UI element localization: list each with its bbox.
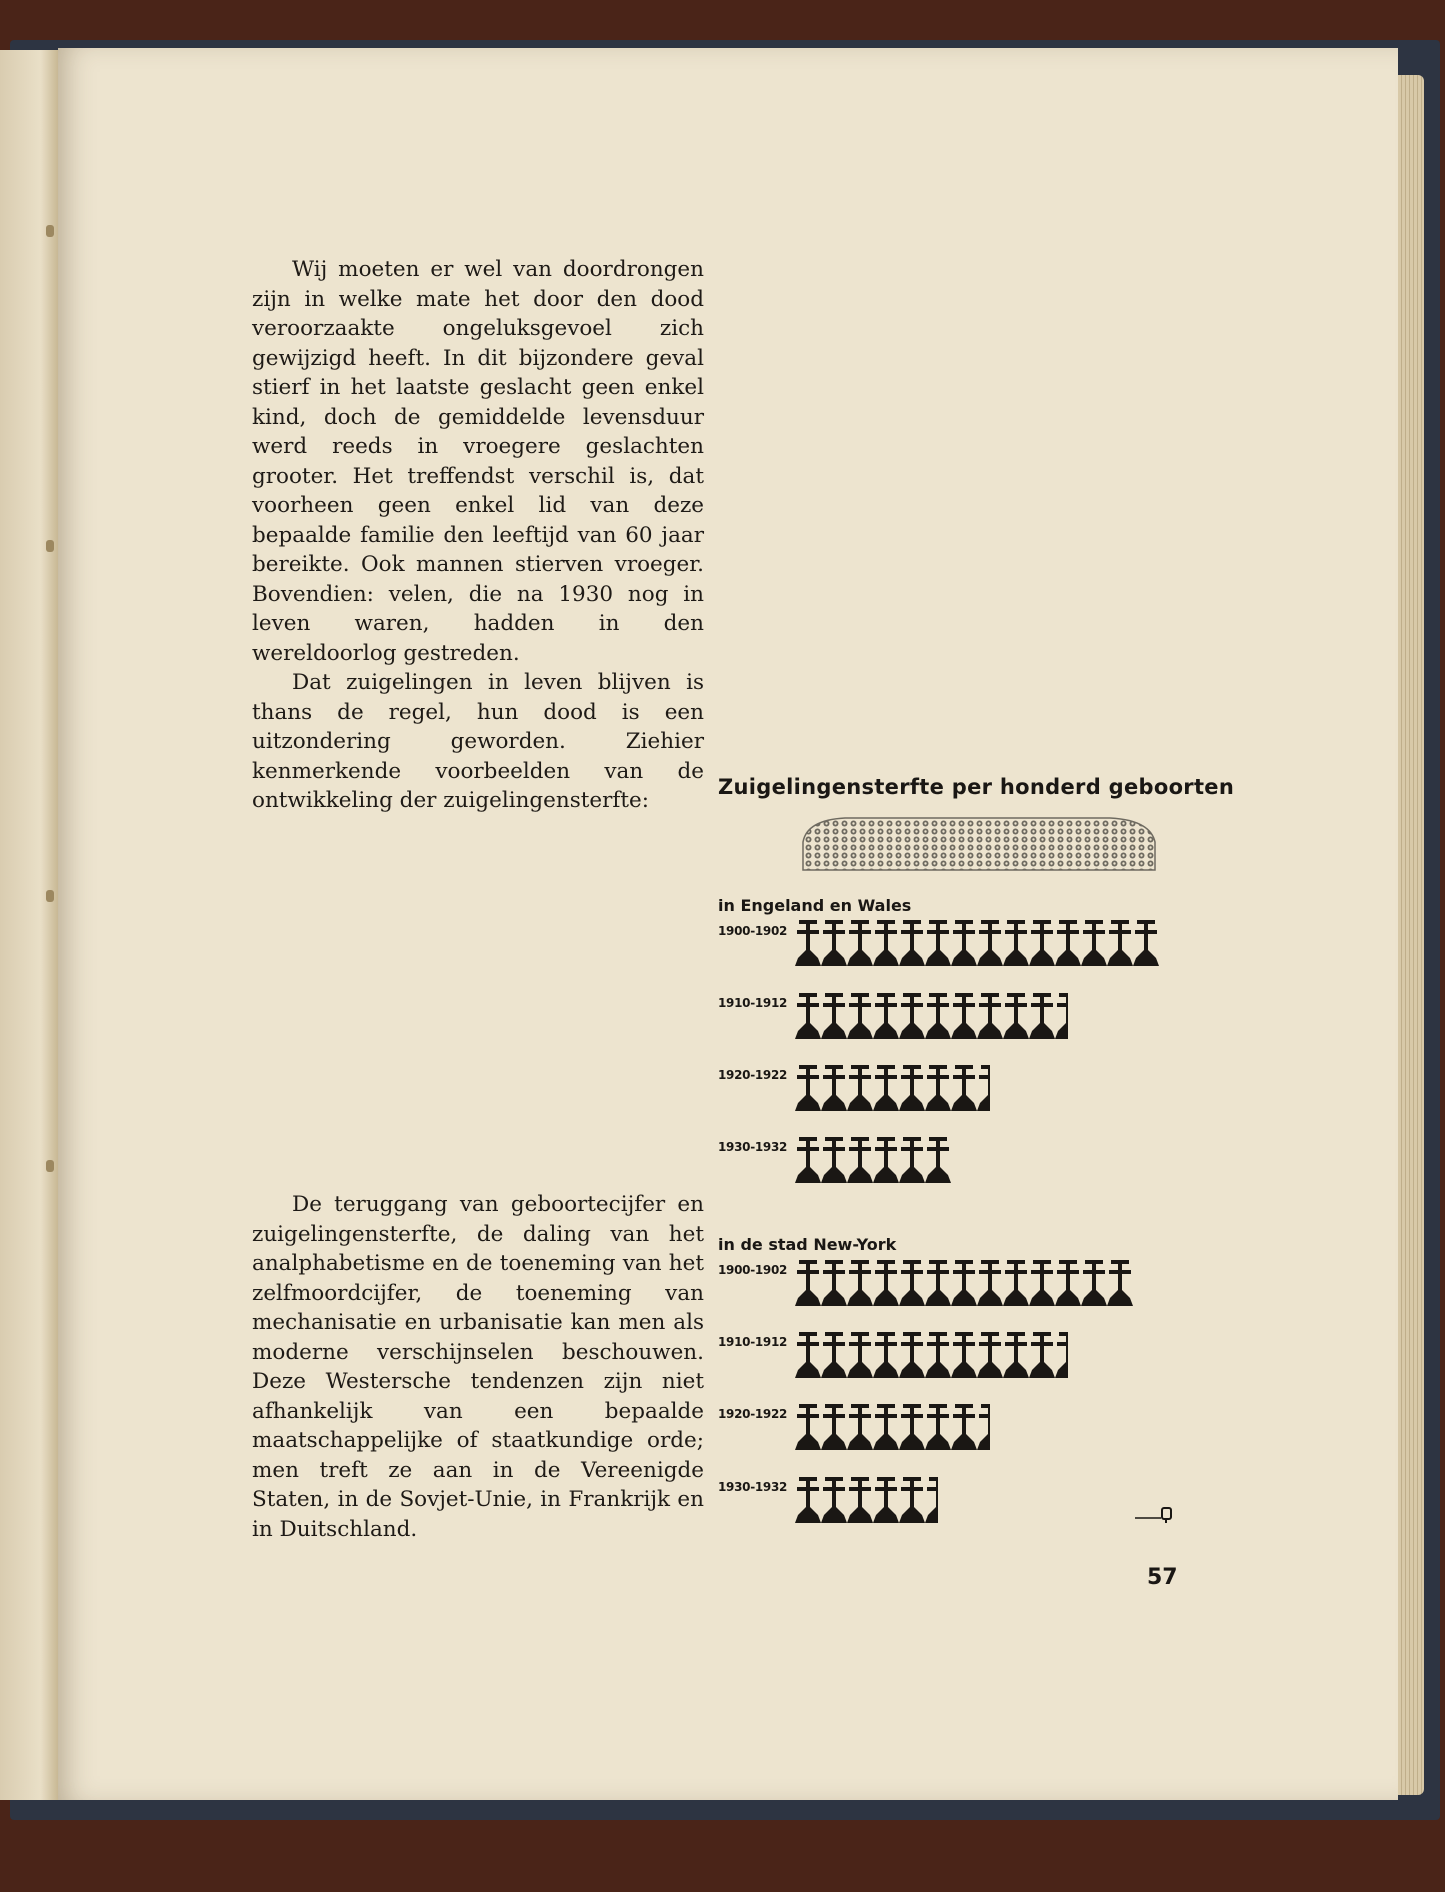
- mortality-cross-mark: [873, 1332, 899, 1378]
- mortality-cross-mark: [847, 1260, 873, 1306]
- bar-row: [795, 993, 1215, 1043]
- mortality-cross-mark: [873, 920, 899, 966]
- mortality-cross-mark: [821, 1065, 847, 1111]
- mortality-cross-mark: [873, 1260, 899, 1306]
- births-pictogram: [795, 812, 1160, 872]
- bar-row: [795, 1137, 1215, 1187]
- previous-page-edge: [0, 50, 58, 1800]
- mortality-cross-mark: [899, 1137, 925, 1183]
- mortality-cross-mark: [795, 1477, 821, 1523]
- mortality-cross-mark: [977, 993, 1003, 1039]
- period-label: 1930-1932: [718, 1140, 788, 1154]
- paragraph-1: Wij moeten er wel van doordrongen zijn in welke mate het door den dood veroorzaakte ongeluksgevoel zich gewijzigd heeft. In dit bijzondere geval stierf in het laatste geslacht geen enkel kind, doch de gemiddelde levensduur werd reeds in vroegere geslachten grooter. Het treffendst verschil is, dat voorheen geen enkel lid van deze bepaalde familie den leeftijd van 60 jaar bereikte. Ook mannen stierven vroeger. Bovendien: velen, die na 1930 nog in leven waren, hadden in den wereldoorlog gestreden.: [252, 257, 704, 666]
- bar-row: [795, 1065, 1215, 1115]
- bar-row: [795, 920, 1215, 970]
- mortality-cross-mark: [977, 1065, 990, 1111]
- binding-stitch: [46, 890, 54, 902]
- period-label: 1930-1932: [718, 1480, 788, 1494]
- mortality-cross-mark: [1029, 1260, 1055, 1306]
- mortality-cross-mark: [1003, 1260, 1029, 1306]
- mortality-cross-mark: [873, 1065, 899, 1111]
- mortality-cross-mark: [925, 993, 951, 1039]
- series-label-new-york: in de stad New-York: [718, 1235, 897, 1254]
- mortality-cross-mark: [899, 920, 925, 966]
- mortality-cross-mark: [951, 1260, 977, 1306]
- period-label: 1900-1902: [718, 1263, 788, 1277]
- mortality-cross-mark: [951, 920, 977, 966]
- mortality-cross-mark: [873, 1137, 899, 1183]
- paragraph-2: Dat zuigelingen in leven blijven is thans de regel, hun dood is een uitzondering geworden. Ziehier kenmerkende voorbeelden van de ontwikkeling der zuigelingensterfte:: [252, 670, 704, 813]
- mortality-cross-mark: [899, 1260, 925, 1306]
- mortality-cross-mark: [899, 993, 925, 1039]
- mortality-cross-mark: [1003, 993, 1029, 1039]
- mortality-cross-mark: [1029, 993, 1055, 1039]
- artist-signature: [1133, 1505, 1175, 1525]
- mortality-cross-mark: [1081, 1260, 1107, 1306]
- mortality-cross-mark: [977, 1404, 990, 1450]
- mortality-cross-mark: [1029, 1332, 1055, 1378]
- period-label: 1910-1912: [718, 996, 788, 1010]
- mortality-cross-mark: [1055, 993, 1068, 1039]
- paragraph-3: De teruggang van geboortecijfer en zuigelingensterfte, de daling van het analphabetisme en de toeneming van het zelfmoordcijfer, de toeneming van mechanisatie en urbanisatie kan men als moderne verschijnselen beschouwen. Deze Westersche tendenzen zijn niet afhankelijk van een bepaalde maatschappelijke of staatkundige orde; men treft ze aan in de Vereenigde Staten, in de Sovjet-Unie, in Frankrijk en in Duitschland.: [252, 1192, 704, 1542]
- mortality-cross-mark: [925, 1065, 951, 1111]
- mortality-cross-mark: [795, 920, 821, 966]
- mortality-cross-mark: [1055, 1260, 1081, 1306]
- mortality-cross-mark: [847, 1137, 873, 1183]
- mortality-cross-mark: [847, 1332, 873, 1378]
- mortality-cross-mark: [847, 1404, 873, 1450]
- mortality-cross-mark: [977, 1332, 1003, 1378]
- mortality-cross-mark: [1133, 920, 1159, 966]
- mortality-cross-mark: [847, 1477, 873, 1523]
- mortality-cross-mark: [925, 1404, 951, 1450]
- mortality-cross-mark: [925, 1332, 951, 1378]
- binding-stitch: [46, 225, 54, 237]
- mortality-cross-mark: [899, 1065, 925, 1111]
- mortality-cross-mark: [795, 1404, 821, 1450]
- mortality-cross-mark: [925, 1260, 951, 1306]
- mortality-cross-mark: [899, 1477, 925, 1523]
- mortality-cross-mark: [821, 1137, 847, 1183]
- mortality-cross-mark: [847, 1065, 873, 1111]
- mortality-cross-mark: [821, 1477, 847, 1523]
- chart-title: Zuigelingensterfte per honderd geboorten: [718, 775, 1235, 799]
- body-text-top: [252, 255, 704, 816]
- mortality-cross-mark: [951, 1065, 977, 1111]
- page-number: 57: [1147, 1565, 1178, 1590]
- mortality-cross-mark: [1003, 1332, 1029, 1378]
- mortality-cross-mark: [951, 1404, 977, 1450]
- period-label: 1920-1922: [718, 1068, 788, 1082]
- period-label: 1910-1912: [718, 1335, 788, 1349]
- body-text-bottom: [252, 1190, 704, 1544]
- mortality-cross-mark: [925, 1477, 938, 1523]
- mortality-cross-mark: [899, 1332, 925, 1378]
- mortality-cross-mark: [795, 1137, 821, 1183]
- mortality-cross-mark: [899, 1404, 925, 1450]
- mortality-cross-mark: [795, 993, 821, 1039]
- mortality-cross-mark: [873, 993, 899, 1039]
- mortality-cross-mark: [977, 920, 1003, 966]
- mortality-cross-mark: [1055, 920, 1081, 966]
- mortality-cross-mark: [821, 1404, 847, 1450]
- bar-row: [795, 1260, 1215, 1310]
- mortality-cross-mark: [1081, 920, 1107, 966]
- mortality-cross-mark: [847, 993, 873, 1039]
- mortality-cross-mark: [1055, 1332, 1068, 1378]
- mortality-cross-mark: [873, 1404, 899, 1450]
- mortality-cross-mark: [951, 993, 977, 1039]
- mortality-cross-mark: [795, 1065, 821, 1111]
- mortality-cross-mark: [821, 993, 847, 1039]
- mortality-cross-mark: [847, 920, 873, 966]
- mortality-cross-mark: [951, 1332, 977, 1378]
- mortality-cross-mark: [1107, 920, 1133, 966]
- mortality-cross-mark: [1029, 920, 1055, 966]
- mortality-cross-mark: [821, 1332, 847, 1378]
- mortality-cross-mark: [821, 920, 847, 966]
- mortality-cross-mark: [977, 1260, 1003, 1306]
- bar-row: [795, 1332, 1215, 1382]
- mortality-cross-mark: [821, 1260, 847, 1306]
- mortality-cross-mark: [1107, 1260, 1133, 1306]
- binding-stitch: [46, 540, 54, 552]
- mortality-cross-mark: [925, 1137, 951, 1183]
- mortality-cross-mark: [1003, 920, 1029, 966]
- binding-stitch: [46, 1160, 54, 1172]
- bar-row: [795, 1404, 1215, 1454]
- period-label: 1920-1922: [718, 1407, 788, 1421]
- period-label: 1900-1902: [718, 924, 788, 938]
- series-label-england-wales: in Engeland en Wales: [718, 896, 912, 915]
- mortality-cross-mark: [795, 1332, 821, 1378]
- mortality-cross-mark: [873, 1477, 899, 1523]
- mortality-cross-mark: [925, 920, 951, 966]
- mortality-cross-mark: [795, 1260, 821, 1306]
